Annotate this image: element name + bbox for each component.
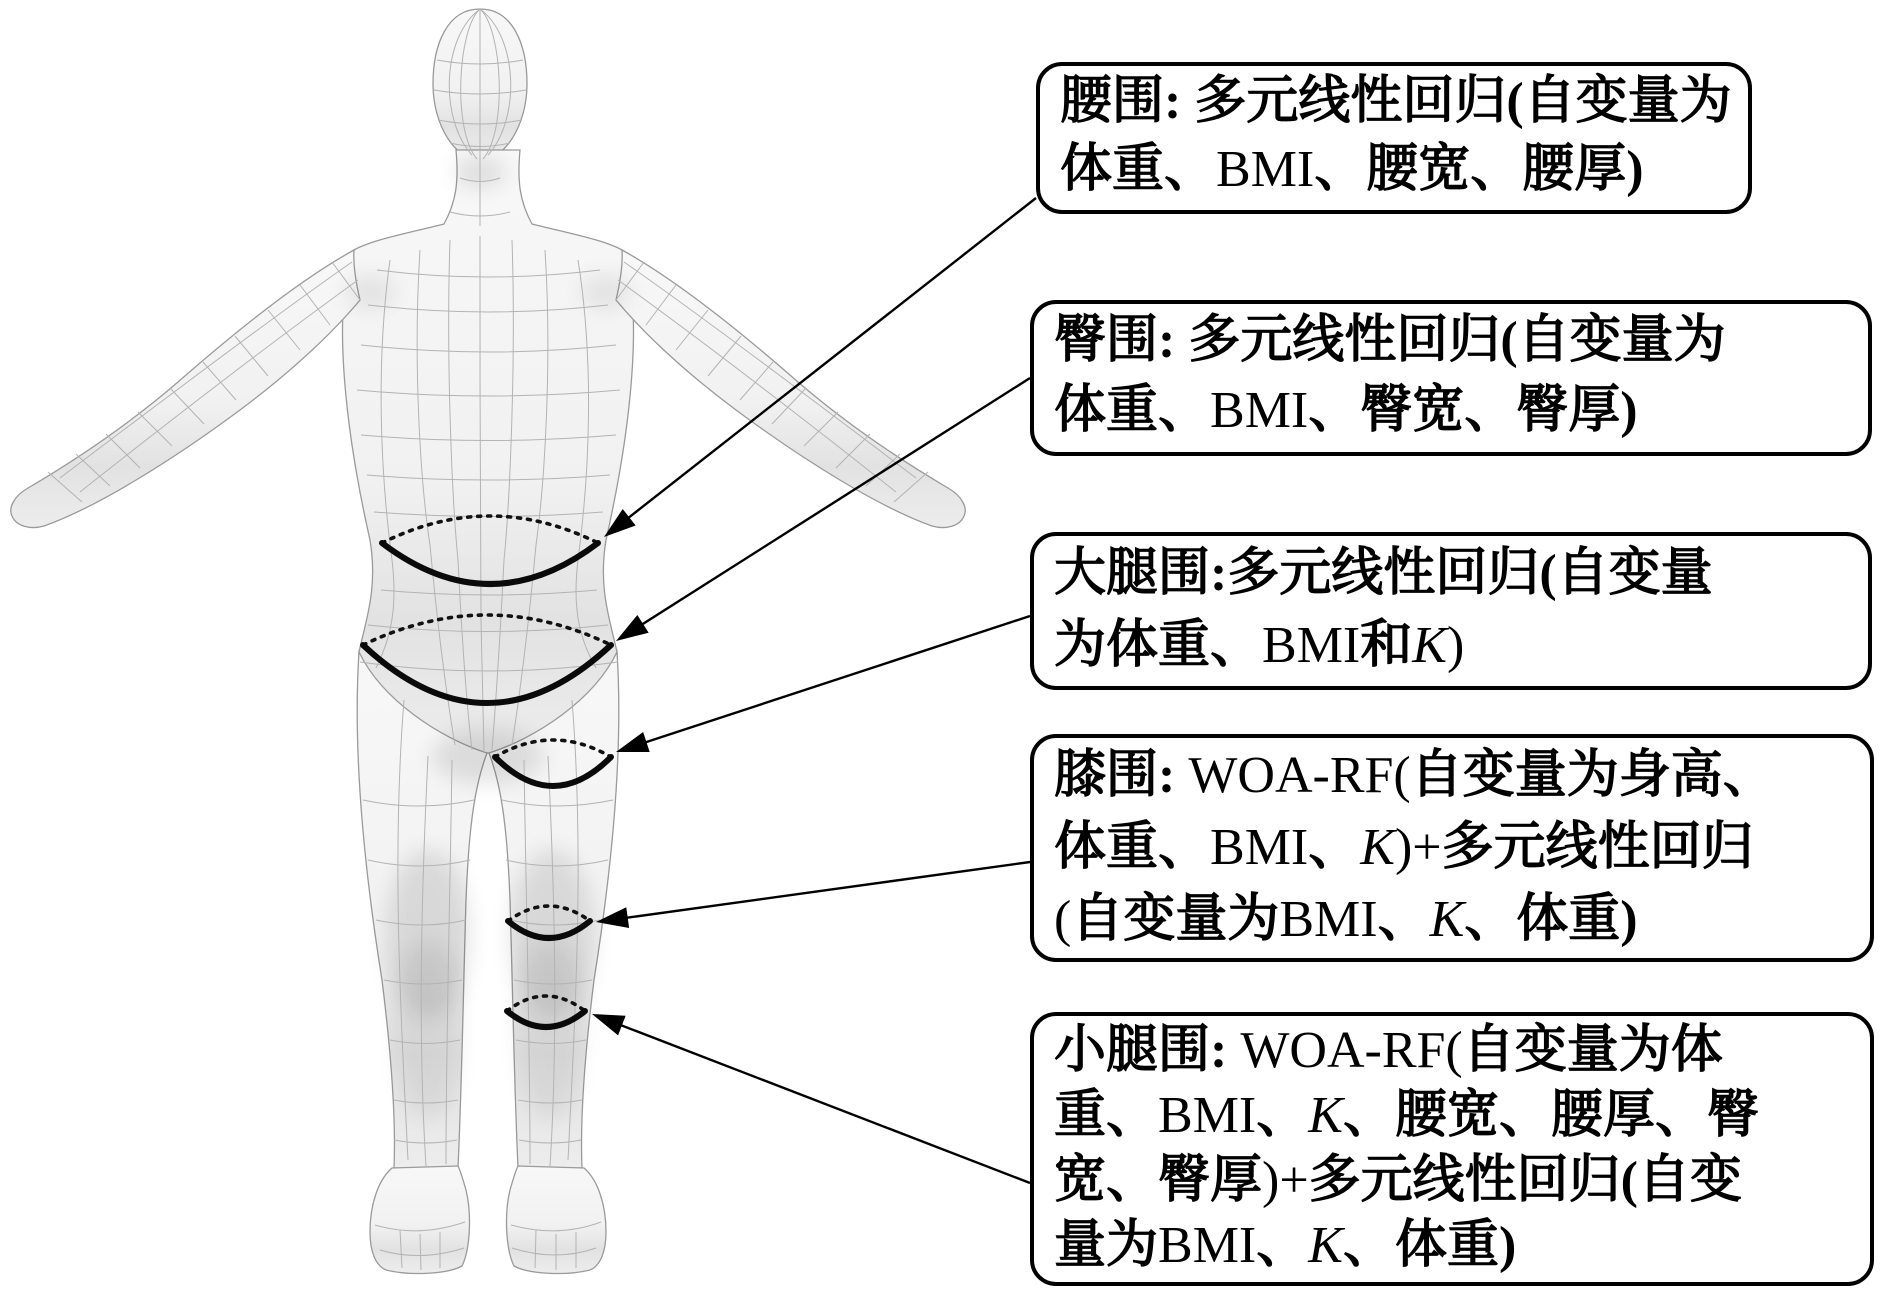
arrow-head-calf [592,1014,626,1035]
annotation-text-run: 、臀宽、臀厚) [1308,382,1638,439]
annotation-text-run: BMI [1216,141,1315,198]
annotation-text-run: 量为 [1054,1217,1159,1274]
variable-k-text: K [1360,819,1395,876]
annotation-text-line [1054,1213,1856,1278]
annotation-text-line [1054,538,1854,610]
annotation-text-line [1054,1148,1856,1213]
annotation-text-run: BMI [1158,1217,1257,1274]
variable-k-text: K [1429,891,1465,948]
annotation-text-run: BMI [1210,382,1309,439]
annotation-text-run: 、体重) [1342,1217,1517,1274]
variable-k-text: K [1308,1217,1343,1274]
arrow-line-knee [614,862,1030,920]
annotation-text-run: BMI [1279,891,1378,948]
variable-k-text: K [1412,617,1447,674]
annotation-text-run: 、 [1308,819,1361,876]
variable-k-text: K [1308,1087,1343,1144]
annotation-text-run: 大腿围:多元线性回归(自变量 [1054,545,1713,602]
annotation-text-run: 多元线性回归(自变 [1308,1152,1742,1209]
annotation-text-run: 、 [1377,891,1430,948]
annotation-text-run: 体重、 [1054,382,1211,439]
annotation-text-run: 、腰宽、腰厚) [1314,141,1644,198]
annotation-text-run: BMI [1158,1087,1257,1144]
annotation-text-run: 宽、臀厚 [1054,1152,1263,1209]
annotation-text-run: 腰围: 多元线性回归(自变量为 [1060,73,1732,130]
annotation-text-run: WOA-RF( [1188,747,1411,804]
annotation-text-line [1054,884,1856,956]
annotation-text-run: 自变量为 [1071,891,1280,948]
arrow-head-thigh [616,732,650,752]
annotation-text-run: 、体重) [1464,891,1638,948]
annotation-text-line [1054,610,1854,682]
annotation-text-line [1060,136,1734,204]
annotation-text-line [1054,740,1856,812]
annotation-text-run: 多元线性回归 [1441,819,1754,876]
annotation-text-run: 臀围: 多元线性回归(自变量为 [1054,312,1726,369]
arrow-line-thigh [633,616,1030,746]
annotation-text-run: 体重、 [1060,141,1217,198]
annotation-text-run: 膝围: [1054,747,1189,804]
annotation-text-run: 自变量为体 [1462,1022,1723,1079]
annotation-text-line [1054,1083,1856,1148]
annotation-text-run: 小腿围: [1054,1022,1241,1079]
annotation-text-run: 、 [1256,1087,1309,1144]
annotation-text-run: 重、 [1054,1087,1159,1144]
annotation-box-waist [1036,62,1752,214]
annotation-text-line [1054,306,1854,376]
annotation-text-run: 和 [1360,617,1413,674]
arrow-line-calf [609,1020,1030,1183]
annotation-text-run: 自变量为身高、 [1410,747,1775,804]
annotation-text-run: BMI [1262,617,1361,674]
annotation-text-line [1054,1018,1856,1083]
annotation-box-thigh [1030,532,1872,690]
annotation-box-hip [1030,300,1872,456]
annotation-text-run: 、腰宽、腰厚、臀 [1342,1087,1759,1144]
mannequin-silhouette [11,9,965,1273]
annotation-text-run: )+ [1262,1152,1309,1209]
arrow-head-hip [616,615,649,641]
annotation-box-knee [1030,734,1874,962]
annotation-text-run: ( [1054,891,1072,948]
annotation-text-run: 、 [1256,1217,1309,1274]
annotation-text-run: 为体重、 [1054,617,1263,674]
annotation-text-run: )+ [1394,819,1442,876]
annotation-text-run: 体重、 [1054,819,1211,876]
annotation-text-line [1054,376,1854,446]
annotation-text-run: ) [1446,617,1465,674]
annotation-box-calf [1030,1012,1874,1286]
annotation-text-run: WOA-RF( [1240,1022,1463,1079]
annotation-text-line [1060,68,1734,136]
annotation-text-line [1054,812,1856,884]
annotation-text-run: BMI [1210,819,1309,876]
